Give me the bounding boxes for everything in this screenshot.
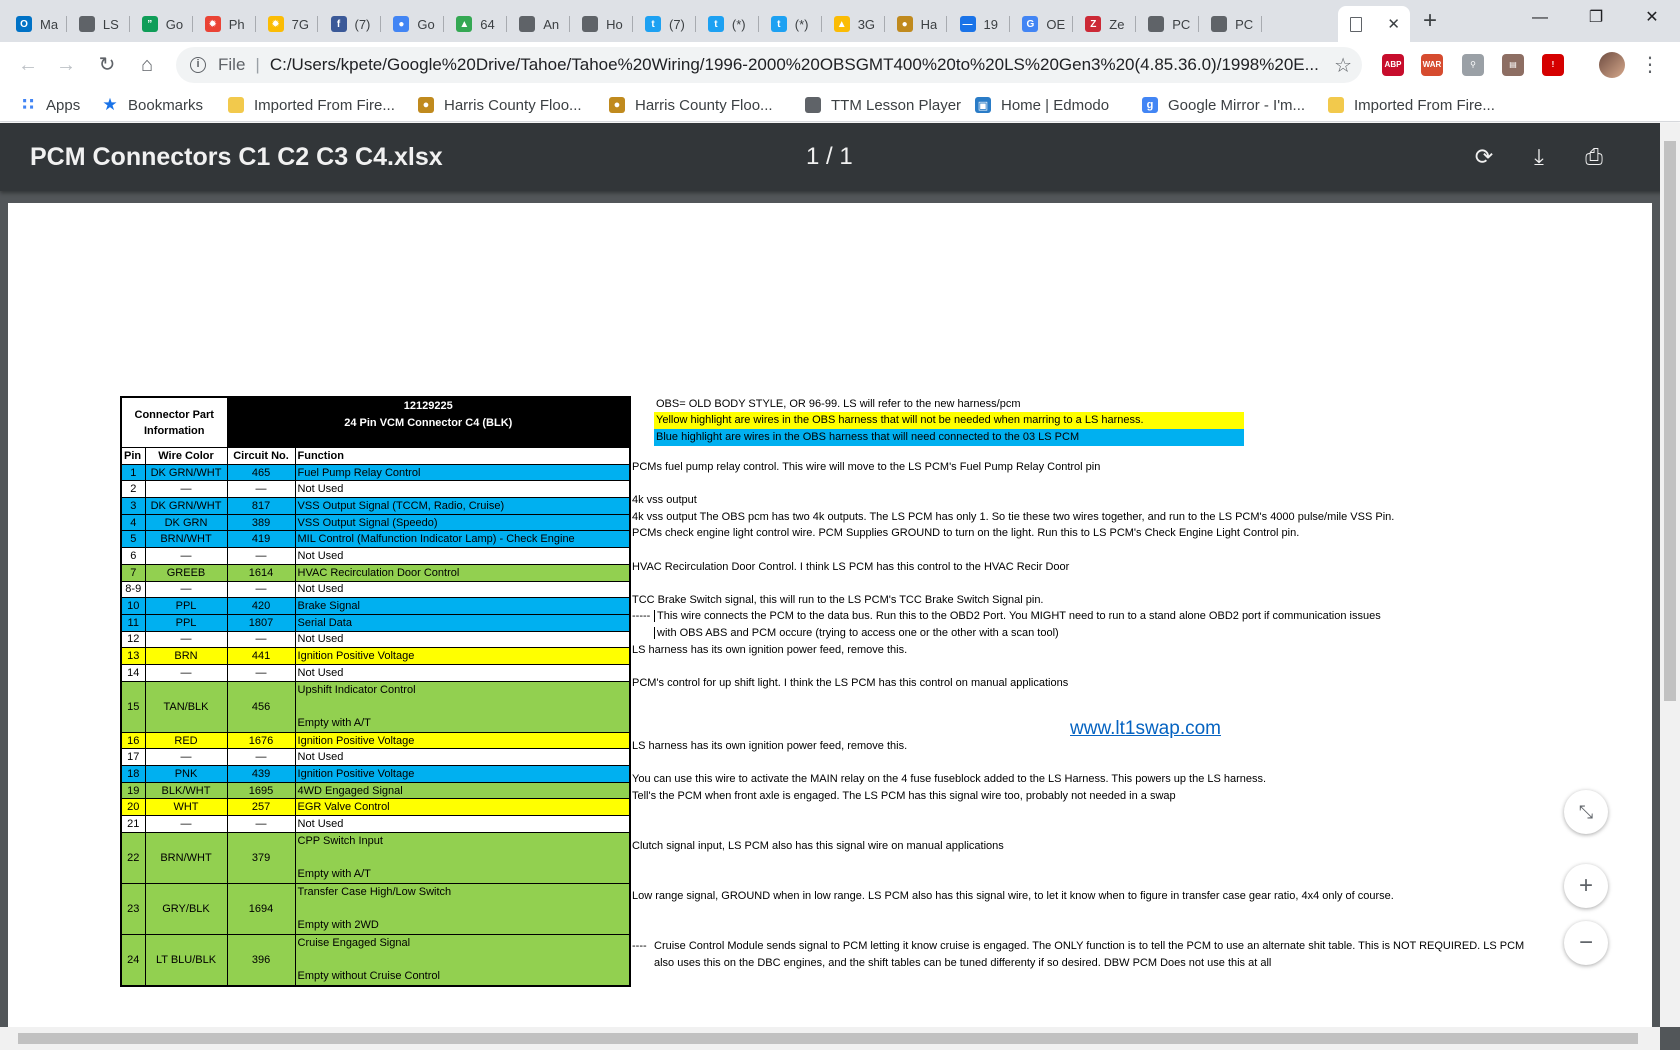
wire-color-cell: — bbox=[145, 664, 227, 681]
circuit-cell: 379 bbox=[227, 832, 295, 883]
home-button[interactable]: ⌂ bbox=[140, 54, 154, 76]
outlook-icon: O bbox=[16, 16, 32, 32]
wire-color-cell: — bbox=[145, 481, 227, 498]
pin-cell: 7 bbox=[121, 564, 145, 581]
pin-cell: 8-9 bbox=[121, 581, 145, 598]
bookmark-item[interactable] bbox=[228, 95, 395, 115]
pin-cell: 16 bbox=[121, 732, 145, 749]
wire-color-cell: BRN/WHT bbox=[145, 832, 227, 883]
edmodo-icon: ▣ bbox=[975, 97, 991, 113]
url-scheme: File bbox=[218, 55, 246, 74]
bookmark-label: Home | Edmodo bbox=[1001, 96, 1110, 114]
note-pin-11-line1: This wire connects the PCM to the data bus. Run this to the OBD2 Port. You MIGHT need to run to a stand alone OBD2 port if communication issues bbox=[654, 610, 1381, 622]
table-row bbox=[121, 766, 630, 783]
column-header-circuit: Circuit No. bbox=[227, 448, 295, 465]
avatar[interactable] bbox=[1599, 52, 1625, 78]
function-cell: HVAC Recirculation Door Control bbox=[295, 564, 630, 581]
tab-icon: — bbox=[960, 16, 976, 32]
tab-title: Ze bbox=[1109, 16, 1125, 32]
note-pin-7: HVAC Recirculation Door Control. I think LS PCM has this control to the HVAC Recir Door bbox=[632, 561, 1070, 573]
bookmark-item[interactable] bbox=[975, 95, 1109, 115]
google-mirror-icon: g bbox=[1142, 97, 1158, 113]
wire-color-cell: TAN/BLK bbox=[145, 681, 227, 732]
tab-title: Ha bbox=[920, 16, 938, 32]
print-icon[interactable]: ⎙ bbox=[1585, 144, 1603, 169]
function-cell: Not Used bbox=[295, 664, 630, 681]
bookmark-item[interactable] bbox=[1328, 95, 1495, 115]
note-pin-5: PCMs check engine light control wire. PCM Supplies GROUND to turn on the light. Run this to LS PCM's Check Engine Light Control pin. bbox=[632, 527, 1300, 539]
note-pin-18: You can use this wire to activate the MAIN relay on the 4 fuse fuseblock added to the LS Harness. This powers up the LS harness. bbox=[632, 773, 1267, 785]
bookmark-label: Google Mirror - I'm... bbox=[1168, 96, 1306, 114]
function-spacer bbox=[298, 952, 628, 969]
page-indicator[interactable]: 1 / 1 bbox=[806, 143, 853, 170]
function-spacer bbox=[298, 698, 628, 715]
bookmark-item[interactable] bbox=[609, 95, 773, 115]
wire-color-cell: DK GRN/WHT bbox=[145, 464, 227, 481]
tab-item[interactable] bbox=[1199, 6, 1262, 42]
table-row bbox=[121, 799, 630, 816]
legend-blue: Blue highlight are wires in the OBS harness that will need connected to the 03 LS PCM bbox=[654, 429, 1244, 446]
wire-color-cell: LT BLU/BLK bbox=[145, 935, 227, 987]
maximize-button[interactable]: ❐ bbox=[1588, 9, 1604, 26]
pin-cell: 4 bbox=[121, 514, 145, 531]
table-row bbox=[121, 732, 630, 749]
google-photos-icon: ✹ bbox=[205, 16, 221, 32]
pin-cell: 20 bbox=[121, 799, 145, 816]
legend-obs: OBS= OLD BODY STYLE, OR 96-99. LS will refer to the new harness/pcm bbox=[656, 398, 1021, 410]
flood-icon: ● bbox=[609, 97, 625, 113]
table-row bbox=[121, 464, 630, 481]
pin-cell: 17 bbox=[121, 749, 145, 766]
address-bar[interactable] bbox=[176, 47, 1362, 83]
tab-title: 7G bbox=[291, 16, 309, 32]
bookmark-label: Harris County Floo... bbox=[444, 96, 582, 114]
wire-color-cell: PPL bbox=[145, 598, 227, 615]
circuit-cell: 1676 bbox=[227, 732, 295, 749]
function-text: Transfer Case High/Low Switch bbox=[297, 885, 452, 898]
pin-cell: 24 bbox=[121, 935, 145, 987]
circuit-cell: — bbox=[227, 664, 295, 681]
hangouts-icon: ” bbox=[142, 16, 158, 32]
note-pin-13: LS harness has its own ignition power feed, remove this. bbox=[632, 644, 908, 656]
function-cell: MIL Control (Malfunction Indicator Lamp) - Check Engine bbox=[295, 531, 630, 548]
facebook-icon: f bbox=[331, 16, 347, 32]
function-text: Upshift Indicator Control bbox=[297, 683, 416, 696]
tab-item[interactable] bbox=[193, 6, 256, 42]
tab-item[interactable] bbox=[1010, 6, 1073, 42]
table-row bbox=[121, 935, 630, 987]
table-row bbox=[121, 648, 630, 665]
pin-cell: 5 bbox=[121, 531, 145, 548]
function-cell: Ignition Positive Voltage bbox=[295, 766, 630, 783]
bookmark-item[interactable] bbox=[1142, 95, 1305, 115]
wire-color-cell: DK GRN/WHT bbox=[145, 498, 227, 515]
tab-title: Go bbox=[417, 16, 435, 32]
circuit-cell: 1614 bbox=[227, 564, 295, 581]
circuit-cell: — bbox=[227, 631, 295, 648]
document-icon bbox=[805, 97, 821, 113]
circuit-cell: — bbox=[227, 548, 295, 565]
document-icon bbox=[519, 16, 535, 32]
zoom-in-button[interactable]: + bbox=[1564, 864, 1608, 908]
note-pin-10: TCC Brake Switch signal, this will run to the LS PCM's TCC Brake Switch Signal pin. bbox=[632, 594, 1044, 606]
pin-cell: 12 bbox=[121, 631, 145, 648]
note-pin-24-line2: also uses this on the DBC engines, and the shift tables can be tuned differenty if so desired. DBW PCM Does not use this at all bbox=[654, 957, 1272, 969]
back-button[interactable]: ← bbox=[18, 54, 38, 76]
circuit-cell: 441 bbox=[227, 648, 295, 665]
connector-part-number: 12129225 bbox=[227, 397, 630, 415]
tab-item[interactable] bbox=[381, 6, 444, 42]
table-row bbox=[121, 564, 630, 581]
url-text[interactable]: C:/Users/kpete/Google%20Drive/Tahoe/Tahoe%20Wiring/1996-2000%20OBSGMT400%20to%20LS%20Gen3%20(4.85.36.0)/1998%20E... bbox=[269, 55, 1319, 74]
circuit-cell: 1807 bbox=[227, 614, 295, 631]
pin-cell: 18 bbox=[121, 766, 145, 783]
tab-title: (7) bbox=[669, 16, 685, 32]
function-note: Empty with 2WD bbox=[297, 919, 379, 932]
function-cell bbox=[295, 883, 630, 934]
connector-info-label: Connector Part Information bbox=[121, 397, 227, 448]
rotate-icon[interactable]: ⟳ bbox=[1474, 144, 1494, 169]
note-pin-24-dash: ---- bbox=[632, 940, 647, 952]
column-header-function: Function bbox=[295, 448, 630, 465]
tab-item[interactable] bbox=[444, 6, 507, 42]
pin-cell: 6 bbox=[121, 548, 145, 565]
tab-title: (7) bbox=[354, 16, 371, 32]
twitter-icon: t bbox=[771, 16, 787, 32]
folder-icon bbox=[1328, 97, 1344, 113]
function-cell: Not Used bbox=[295, 548, 630, 565]
wappalyzer-icon[interactable]: WAR bbox=[1421, 54, 1443, 76]
function-cell: Not Used bbox=[295, 481, 630, 498]
wire-color-cell: DK GRN bbox=[145, 514, 227, 531]
bookmark-item[interactable] bbox=[805, 95, 961, 115]
wire-color-cell: — bbox=[145, 581, 227, 598]
table-row bbox=[121, 498, 630, 515]
folder-icon bbox=[228, 97, 244, 113]
twitter-icon: t bbox=[645, 16, 661, 32]
tab-title: (*) bbox=[731, 16, 746, 32]
function-cell bbox=[295, 832, 630, 883]
pin-cell: 13 bbox=[121, 648, 145, 665]
forward-button[interactable]: → bbox=[56, 54, 76, 76]
pin-cell: 23 bbox=[121, 883, 145, 934]
tab-title: 3G bbox=[857, 16, 876, 32]
url-divider: | bbox=[255, 55, 260, 74]
circuit-cell: 389 bbox=[227, 514, 295, 531]
wire-color-cell: PPL bbox=[145, 614, 227, 631]
bookmark-label: Bookmarks bbox=[128, 96, 204, 114]
bookmark-label: Harris County Floo... bbox=[635, 96, 773, 114]
twitter-icon: t bbox=[708, 16, 724, 32]
note-pin-11-line2: with OBS ABS and PCM occure (trying to access one or the other with a scan tool) bbox=[654, 627, 1059, 639]
bookmark-label: Imported From Fire... bbox=[1354, 96, 1495, 114]
pdf-toolbar bbox=[0, 123, 1680, 191]
tab-item[interactable] bbox=[130, 6, 193, 42]
clapboard-icon[interactable]: ▤ bbox=[1502, 54, 1524, 76]
zotero-icon: Z bbox=[1085, 16, 1101, 32]
close-tab-icon[interactable]: ✕ bbox=[1387, 16, 1400, 33]
table-row bbox=[121, 749, 630, 766]
tab-item[interactable] bbox=[319, 6, 382, 42]
google-icon: G bbox=[1022, 16, 1038, 32]
circuit-cell: 456 bbox=[227, 681, 295, 732]
function-text: Cruise Engaged Signal bbox=[297, 937, 411, 950]
column-header-wire-color: Wire Color bbox=[145, 448, 227, 465]
adblock-plus-icon[interactable]: ABP bbox=[1382, 54, 1404, 76]
bookmarks-bar bbox=[0, 88, 1680, 122]
magnifier-icon[interactable]: ⚲ bbox=[1462, 54, 1484, 76]
lt1swap-link[interactable]: www.lt1swap.com bbox=[1070, 718, 1221, 739]
tab-item[interactable] bbox=[1136, 6, 1199, 42]
function-cell: Not Used bbox=[295, 631, 630, 648]
pin-cell: 3 bbox=[121, 498, 145, 515]
star-icon: ★ bbox=[102, 95, 118, 114]
table-row bbox=[121, 514, 630, 531]
wire-color-cell: WHT bbox=[145, 799, 227, 816]
table-row bbox=[121, 883, 630, 934]
circuit-cell: 257 bbox=[227, 799, 295, 816]
circuit-cell: 439 bbox=[227, 766, 295, 783]
function-note: Empty with A/T bbox=[297, 868, 371, 881]
vertical-scrollbar[interactable] bbox=[1660, 123, 1680, 1027]
pin-cell: 14 bbox=[121, 664, 145, 681]
pin-cell: 1 bbox=[121, 464, 145, 481]
function-cell: Not Used bbox=[295, 816, 630, 833]
note-pin-4: 4k vss output The OBS pcm has two 4k outputs. The LS PCM has only 1. So tie these two wires together, and run to the LS PCM's 4000 pulse/mile VSS Pin. bbox=[632, 511, 1395, 523]
tab-title: Ma bbox=[40, 16, 59, 32]
function-cell: Serial Data bbox=[295, 614, 630, 631]
document-icon bbox=[1148, 16, 1164, 32]
note-pin-3: 4k vss output bbox=[632, 494, 697, 506]
table-row bbox=[121, 782, 630, 799]
circuit-cell: 420 bbox=[227, 598, 295, 615]
wire-color-cell: — bbox=[145, 749, 227, 766]
tab-title: Ho bbox=[606, 16, 623, 32]
tab-item[interactable] bbox=[885, 6, 948, 42]
download-icon[interactable]: ⤓ bbox=[1534, 144, 1544, 169]
function-cell: EGR Valve Control bbox=[295, 799, 630, 816]
google-photos-icon: ✹ bbox=[268, 16, 284, 32]
horizontal-scroll-thumb[interactable] bbox=[18, 1033, 1638, 1044]
connector-table bbox=[120, 396, 631, 987]
tab-item[interactable] bbox=[4, 6, 67, 42]
circuit-cell: 1694 bbox=[227, 883, 295, 934]
wire-color-cell: — bbox=[145, 548, 227, 565]
google-contacts-icon: ● bbox=[393, 16, 409, 32]
tab-active-pdf[interactable] bbox=[1338, 6, 1410, 42]
document-icon bbox=[1350, 17, 1362, 32]
tab-item[interactable] bbox=[948, 6, 1011, 42]
note-pin-24-line1: Cruise Control Module sends signal to PCM letting it know cruise is engaged. The ONLY function is to tell the PCM to use an alternate shit table. This is NOT REQUIRED. LS PCM bbox=[654, 940, 1525, 952]
reload-button[interactable]: ↻ bbox=[98, 54, 116, 76]
table-row bbox=[121, 598, 630, 615]
function-spacer bbox=[298, 901, 628, 918]
circuit-cell: — bbox=[227, 481, 295, 498]
tab-item[interactable] bbox=[759, 6, 822, 42]
circuit-cell: 817 bbox=[227, 498, 295, 515]
pin-cell: 2 bbox=[121, 481, 145, 498]
note-pin-23: Low range signal, GROUND when in low range. LS PCM also has this signal wire, to let it know when to figure in transfer case gear ratio, 4x4 only of course. bbox=[632, 890, 1394, 902]
bookmark-item[interactable] bbox=[418, 95, 582, 115]
menu-kebab-icon[interactable]: ⋮ bbox=[1640, 54, 1660, 76]
circuit-cell: 1695 bbox=[227, 782, 295, 799]
document-icon bbox=[79, 16, 95, 32]
tab-item[interactable] bbox=[1073, 6, 1136, 42]
horizontal-scrollbar[interactable] bbox=[0, 1027, 1660, 1050]
tab-title: Ph bbox=[228, 16, 245, 32]
stop-sign-icon[interactable]: ! bbox=[1542, 54, 1564, 76]
table-row bbox=[121, 548, 630, 565]
bookmark-item[interactable] bbox=[20, 95, 80, 115]
tab-item[interactable] bbox=[822, 6, 885, 42]
note-pin-22: Clutch signal input, LS PCM also has this signal wire on manual applications bbox=[632, 840, 1004, 852]
wire-color-cell: PNK bbox=[145, 766, 227, 783]
pin-cell: 21 bbox=[121, 816, 145, 833]
bookmark-item[interactable] bbox=[102, 95, 203, 115]
bookmark-label: TTM Lesson Player bbox=[831, 96, 962, 114]
tab-item[interactable] bbox=[633, 6, 696, 42]
table-row bbox=[121, 531, 630, 548]
function-cell bbox=[295, 935, 630, 987]
table-row bbox=[121, 816, 630, 833]
tab-title: OE bbox=[1046, 16, 1066, 32]
pin-cell: 10 bbox=[121, 598, 145, 615]
tab-item[interactable] bbox=[696, 6, 759, 42]
table-row bbox=[121, 581, 630, 598]
wire-color-cell: — bbox=[145, 816, 227, 833]
tab-item[interactable] bbox=[570, 6, 633, 42]
tab-title: PC bbox=[1235, 16, 1254, 32]
wire-color-cell: BRN/WHT bbox=[145, 531, 227, 548]
document-icon bbox=[1211, 16, 1227, 32]
google-maps-icon: ▲ bbox=[456, 16, 472, 32]
minimize-button[interactable]: — bbox=[1532, 9, 1548, 26]
note-pin-11-dash: ----- bbox=[632, 610, 651, 622]
pin-cell: 15 bbox=[121, 681, 145, 732]
bookmark-star-icon[interactable]: ☆ bbox=[1334, 54, 1352, 77]
note-pin-1: PCMs fuel pump relay control. This wire will move to the LS PCM's Fuel Pump Relay Control pin bbox=[632, 461, 1101, 473]
new-tab-button[interactable]: + bbox=[1422, 7, 1437, 34]
bookmark-label: Imported From Fire... bbox=[254, 96, 395, 114]
function-cell: VSS Output Signal (TCCM, Radio, Cruise) bbox=[295, 498, 630, 515]
google-drive-icon: ▲ bbox=[834, 16, 850, 32]
flood-icon: ● bbox=[897, 16, 913, 32]
tab-title: PC bbox=[1172, 16, 1191, 32]
vertical-scroll-thumb[interactable] bbox=[1664, 141, 1676, 701]
function-spacer bbox=[298, 850, 628, 867]
function-note: Empty without Cruise Control bbox=[297, 970, 440, 983]
pdf-title: PCM Connectors C1 C2 C3 C4.xlsx bbox=[30, 143, 443, 171]
fit-to-page-icon[interactable]: ⤡ bbox=[1564, 790, 1608, 834]
function-cell: Ignition Positive Voltage bbox=[295, 648, 630, 665]
tab-item[interactable] bbox=[507, 6, 570, 42]
bookmark-label: Apps bbox=[46, 96, 81, 114]
function-cell: Ignition Positive Voltage bbox=[295, 732, 630, 749]
function-cell: Brake Signal bbox=[295, 598, 630, 615]
circuit-cell: 419 bbox=[227, 531, 295, 548]
table-row bbox=[121, 681, 630, 732]
table-row bbox=[121, 664, 630, 681]
tab-title: An bbox=[543, 16, 560, 32]
tab-title: Go bbox=[165, 16, 184, 32]
function-cell: Not Used bbox=[295, 581, 630, 598]
function-cell: Fuel Pump Relay Control bbox=[295, 464, 630, 481]
tab-item[interactable] bbox=[256, 6, 319, 42]
column-header-row bbox=[121, 448, 630, 465]
wire-color-cell: BLK/WHT bbox=[145, 782, 227, 799]
function-note: Empty with A/T bbox=[297, 717, 371, 730]
connector-header-blank bbox=[227, 432, 630, 448]
tab-title: 19 bbox=[983, 16, 998, 32]
note-pin-19: Tell's the PCM when front axle is engaged. The LS PCM has this signal wire too, probably not needed in a swap bbox=[632, 790, 1176, 802]
function-cell: VSS Output Signal (Speedo) bbox=[295, 514, 630, 531]
table-row bbox=[121, 481, 630, 498]
tab-item[interactable] bbox=[67, 6, 130, 42]
connector-description: 24 Pin VCM Connector C4 (BLK) bbox=[227, 415, 630, 432]
wire-color-cell: GREEB bbox=[145, 564, 227, 581]
site-info-icon[interactable]: i bbox=[190, 57, 206, 73]
function-cell bbox=[295, 681, 630, 732]
wire-color-cell: GRY/BLK bbox=[145, 883, 227, 934]
function-cell: 4WD Engaged Signal bbox=[295, 782, 630, 799]
table-row bbox=[121, 631, 630, 648]
browser-toolbar bbox=[0, 42, 1680, 88]
table-row bbox=[121, 614, 630, 631]
close-window-button[interactable]: ✕ bbox=[1645, 9, 1659, 26]
zoom-out-button[interactable]: − bbox=[1564, 921, 1608, 965]
note-pin-15: PCM's control for up shift light. I think the LS PCM has this control on manual applications bbox=[632, 677, 1069, 689]
wire-color-cell: RED bbox=[145, 732, 227, 749]
circuit-cell: 465 bbox=[227, 464, 295, 481]
function-cell: Not Used bbox=[295, 749, 630, 766]
flood-icon: ● bbox=[418, 97, 434, 113]
legend-yellow: Yellow highlight are wires in the OBS harness that will not be needed when marring to a LS harness. bbox=[654, 412, 1244, 429]
wire-color-cell: — bbox=[145, 631, 227, 648]
document-icon bbox=[582, 16, 598, 32]
pdf-page bbox=[8, 203, 1652, 1043]
pdf-viewer bbox=[0, 123, 1680, 1050]
tab-title: LS bbox=[102, 16, 119, 32]
table-row bbox=[121, 832, 630, 883]
tab-title: 64 bbox=[480, 16, 495, 32]
wire-color-cell: BRN bbox=[145, 648, 227, 665]
note-pin-16: LS harness has its own ignition power feed, remove this. bbox=[632, 740, 908, 752]
circuit-cell: 396 bbox=[227, 935, 295, 987]
circuit-cell: — bbox=[227, 581, 295, 598]
tab-strip bbox=[0, 0, 1680, 42]
apps-grid-icon: ∷ bbox=[22, 95, 34, 114]
tab-title: (*) bbox=[794, 16, 809, 32]
pin-cell: 19 bbox=[121, 782, 145, 799]
circuit-cell: — bbox=[227, 749, 295, 766]
circuit-cell: — bbox=[227, 816, 295, 833]
column-header-pin: Pin bbox=[121, 448, 145, 465]
pin-cell: 11 bbox=[121, 614, 145, 631]
pin-cell: 22 bbox=[121, 832, 145, 883]
function-text: CPP Switch Input bbox=[297, 834, 383, 847]
